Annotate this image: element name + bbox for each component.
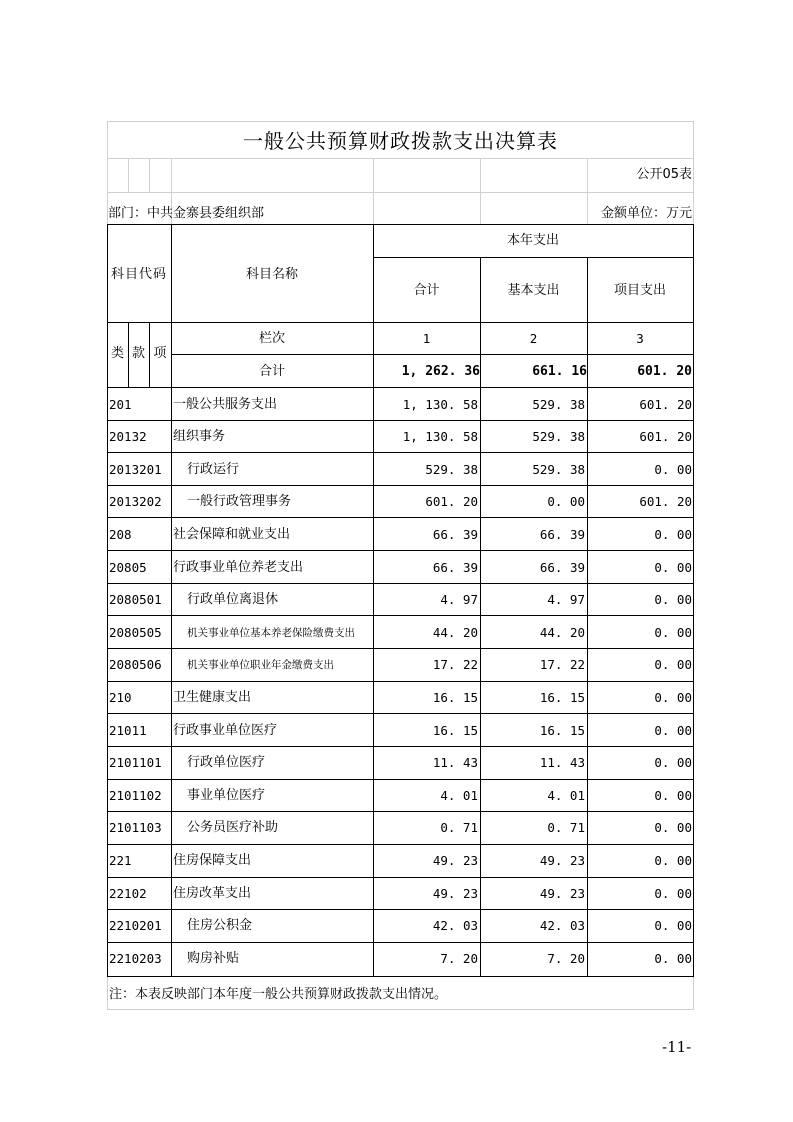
- row-code: 2013201: [109, 462, 162, 477]
- row-name: 机关事业单位职业年金缴费支出: [187, 659, 334, 671]
- header-basic: 基本支出: [507, 283, 560, 298]
- row-code: 21011: [109, 723, 147, 738]
- header-current-year-expense: 本年支出: [506, 233, 559, 248]
- row-project: 0. 00: [654, 690, 692, 705]
- row-project: 0. 00: [654, 755, 692, 770]
- row-code: 2101103: [109, 820, 162, 835]
- header-subject-name: 科目名称: [245, 267, 298, 282]
- row-name: 机关事业单位基本养老保险缴费支出: [187, 627, 355, 639]
- unit-label: 金额单位：万元: [600, 206, 692, 221]
- row-basic: 16. 15: [539, 690, 585, 705]
- footnote: 注：本表反映部门本年度一般公共预算财政拨款支出情况。: [109, 987, 448, 1002]
- row-code: 201: [109, 397, 132, 412]
- row-basic: 0. 71: [547, 820, 585, 835]
- department-label: 部门：中共金寨县委组织部: [108, 206, 265, 221]
- row-total: 4. 97: [440, 592, 478, 607]
- total-row-project: 601. 20: [637, 364, 692, 379]
- page-number: -11-: [662, 1038, 692, 1056]
- row-name: 行政运行: [187, 462, 240, 477]
- header-col1: 1: [422, 331, 431, 346]
- form-number: 公开05表: [636, 167, 692, 182]
- row-name: 组织事务: [173, 429, 226, 444]
- row-basic: 49. 23: [539, 886, 585, 901]
- header-project: 项目支出: [613, 283, 666, 298]
- row-project: 601. 20: [639, 494, 692, 509]
- row-project: 601. 20: [639, 397, 692, 412]
- row-basic: 42. 03: [539, 918, 585, 933]
- row-code: 2013202: [109, 494, 162, 509]
- total-row-total: 1, 262. 36: [401, 364, 480, 379]
- expense-table-sheet: [107, 121, 694, 1010]
- row-name: 公务员医疗补助: [187, 820, 279, 835]
- row-code: 2101101: [109, 755, 162, 770]
- row-code: 2080505: [109, 625, 162, 640]
- row-code: 210: [109, 690, 132, 705]
- row-basic: 44. 20: [539, 625, 585, 640]
- row-total: 16. 15: [432, 723, 478, 738]
- row-name: 卫生健康支出: [173, 690, 252, 705]
- row-code: 20132: [109, 429, 147, 444]
- header-total: 合计: [413, 283, 440, 298]
- row-basic: 0. 00: [547, 494, 585, 509]
- header-subject-code: 科目代码: [110, 267, 167, 282]
- row-project: 0. 00: [654, 560, 692, 575]
- row-basic: 17. 22: [539, 657, 585, 672]
- row-total: 529. 38: [425, 462, 478, 477]
- row-project: 0. 00: [654, 657, 692, 672]
- row-project: 0. 00: [654, 625, 692, 640]
- row-name: 行政单位医疗: [187, 755, 266, 770]
- row-total: 601. 20: [425, 494, 478, 509]
- row-code: 20805: [109, 560, 147, 575]
- row-basic: 49. 23: [539, 853, 585, 868]
- row-name: 一般行政管理事务: [187, 494, 292, 509]
- row-basic: 4. 97: [547, 592, 585, 607]
- row-total: 11. 43: [432, 755, 478, 770]
- row-name: 行政单位离退休: [187, 592, 279, 607]
- header-section: 款: [131, 346, 145, 361]
- row-total: 16. 15: [432, 690, 478, 705]
- row-code: 22102: [109, 886, 147, 901]
- row-code: 2210203: [109, 951, 162, 966]
- row-name: 住房改革支出: [173, 886, 252, 901]
- row-total: 44. 20: [432, 625, 478, 640]
- row-basic: 11. 43: [539, 755, 585, 770]
- row-basic: 4. 01: [547, 788, 585, 803]
- header-col2: 2: [529, 331, 538, 346]
- row-basic: 7. 20: [547, 951, 585, 966]
- row-basic: 16. 15: [539, 723, 585, 738]
- row-basic: 66. 39: [539, 560, 585, 575]
- row-project: 0. 00: [654, 527, 692, 542]
- header-item: 项: [153, 346, 167, 361]
- row-project: 0. 00: [654, 592, 692, 607]
- row-total: 66. 39: [432, 527, 478, 542]
- row-project: 601. 20: [639, 429, 692, 444]
- header-class: 类: [110, 346, 124, 361]
- row-project: 0. 00: [654, 462, 692, 477]
- row-total: 1, 130. 58: [402, 429, 478, 444]
- row-project: 0. 00: [654, 788, 692, 803]
- row-name: 事业单位医疗: [187, 788, 266, 803]
- total-row-label: 合计: [258, 364, 285, 379]
- row-code: 208: [109, 527, 132, 542]
- header-col3: 3: [636, 331, 644, 346]
- row-total: 4. 01: [440, 788, 478, 803]
- row-name: 行政事业单位养老支出: [173, 560, 304, 575]
- row-total: 49. 23: [432, 853, 478, 868]
- row-code: 2210201: [109, 918, 162, 933]
- row-code: 221: [109, 853, 132, 868]
- row-basic: 529. 38: [532, 429, 585, 444]
- row-name: 行政事业单位医疗: [173, 723, 278, 738]
- row-total: 0. 71: [440, 820, 478, 835]
- row-name: 住房公积金: [187, 918, 253, 933]
- header-column-no: 栏次: [258, 331, 285, 346]
- row-project: 0. 00: [654, 918, 692, 933]
- row-code: 2101102: [109, 788, 162, 803]
- row-total: 42. 03: [432, 918, 478, 933]
- row-total: 1, 130. 58: [402, 397, 478, 412]
- row-code: 2080506: [109, 657, 162, 672]
- total-row-basic: 661. 16: [532, 364, 587, 379]
- row-name: 住房保障支出: [173, 853, 252, 868]
- row-basic: 529. 38: [532, 462, 585, 477]
- row-name: 一般公共服务支出: [173, 397, 278, 412]
- row-name: 社会保障和就业支出: [173, 527, 291, 542]
- row-basic: 66. 39: [539, 527, 585, 542]
- row-project: 0. 00: [654, 820, 692, 835]
- row-total: 7. 20: [440, 951, 478, 966]
- row-project: 0. 00: [654, 723, 692, 738]
- row-total: 66. 39: [432, 560, 478, 575]
- row-code: 2080501: [109, 592, 162, 607]
- row-basic: 529. 38: [532, 397, 585, 412]
- row-project: 0. 00: [654, 951, 692, 966]
- table-title: 一般公共预算财政拨款支出决算表: [243, 129, 558, 153]
- row-project: 0. 00: [654, 853, 692, 868]
- row-name: 购房补贴: [187, 951, 240, 966]
- row-total: 49. 23: [432, 886, 478, 901]
- row-project: 0. 00: [654, 886, 692, 901]
- row-total: 17. 22: [432, 657, 478, 672]
